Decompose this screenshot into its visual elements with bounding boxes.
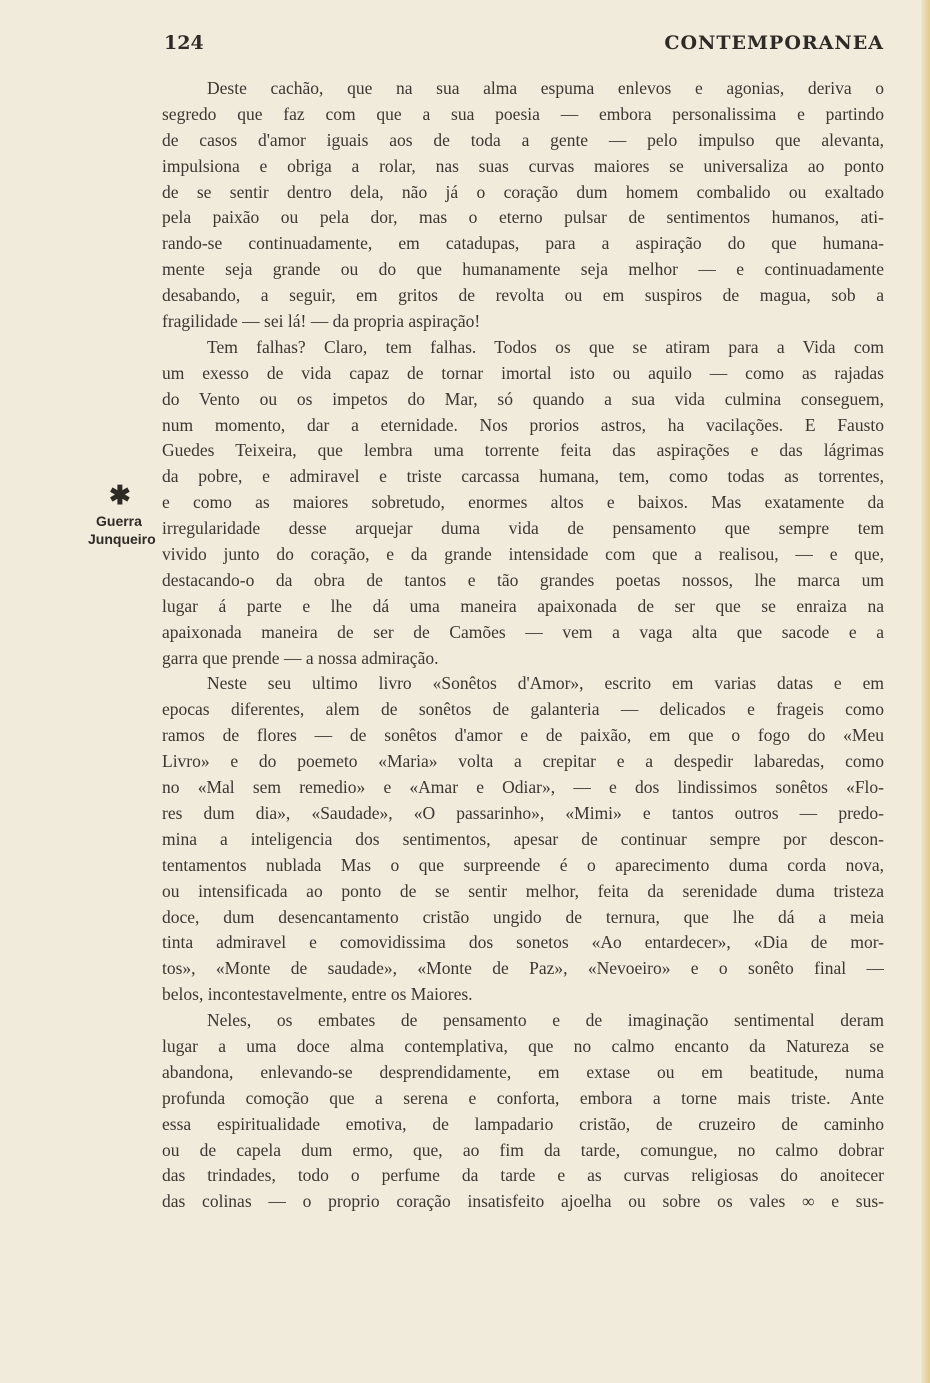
text-line: e como as maiores sobretudo, enormes altos e baixos. Mas exatamente da (162, 492, 884, 513)
body-text (162, 76, 884, 1215)
text-line: essa espiritualidade emotiva, de lampadario cristão, de cruzeiro de caminho (162, 1113, 884, 1134)
text-line: ou de capela dum ermo, que, ao fim da tarde, comungue, no calmo dobrar (162, 1139, 884, 1160)
text-line: epocas diferentes, alem de sonêtos de galanteria — delicados e frageis como (162, 699, 884, 720)
text-line: segredo que faz com que a sua poesia — embora personalissima e partindo (162, 103, 884, 124)
text-line: Neste seu ultimo livro «Sonêtos d'Amor», escrito em varias datas e em (207, 673, 884, 694)
text-line: res dum dia», «Saudade», «O passarinho», «Mimi» e tantos outros — predo- (162, 802, 884, 823)
text-line: tinta admiravel e comovidissima dos sonetos «Ao entardecer», «Dia de mor- (162, 932, 884, 953)
text-line: lugar á parte e lhe dá uma maneira apaixonada de ser que se enraiza na (162, 595, 884, 616)
text-line: abandona, enlevando-se desprendidamente, em extase ou em beatitude, numa (162, 1061, 884, 1082)
text-line: mente seja grande ou do que humanamente seja melhor — e continuadamente (162, 259, 884, 280)
text-line: destacando-o da obra de tantos e tão grandes poetas nossos, lhe marca um (162, 569, 884, 590)
page-edge-shadow (921, 0, 930, 1383)
text-line: doce, dum desencantamento cristão ungido de ternura, que lhe dá a meia (162, 906, 884, 927)
text-line: garra que prende — a nossa admiração. (162, 647, 439, 668)
text-line: desabando, a seguir, em gritos de revolta ou em suspiros de magua, sob a (162, 285, 884, 306)
text-line: tos», «Monte de saudade», «Monte de Paz», «Nevoeiro» e o sonêto final — (162, 958, 884, 979)
text-line: lugar a uma doce alma contemplativa, que no calmo encanto da Natureza se (162, 1035, 884, 1056)
page-header (164, 32, 884, 58)
text-line: impulsiona e obriga a rolar, nas suas curvas maiores se universaliza ao ponto (162, 155, 884, 176)
page-number: 124 (164, 32, 204, 54)
text-line: no «Mal sem remedio» e «Amar e Odiar», — e dos lindissimos sonêtos «Flo- (162, 777, 884, 798)
margin-note-last-name: Junqueiro (88, 531, 156, 547)
text-line: das colinas — o proprio coração insatisfeito ajoelha ou sobre os vales ∞ e sus- (162, 1191, 884, 1212)
text-line: ramos de flores — de sonêtos d'amor e de paixão, em que o fogo do «Meu (162, 725, 884, 746)
text-line: fragilidade — sei lá! — da propria aspiração! (162, 311, 481, 332)
text-line: Livro» e do poemeto «Maria» volta a crepitar e a despedir labaredas, como (162, 751, 884, 772)
text-line: vivido junto do coração, e da grande intensidade com que a realisou, — e que, (162, 544, 884, 565)
running-title: CONTEMPORANEA (664, 32, 884, 54)
text-line: apaixonada maneira de ser de Camões — vem a vaga alta que sacode e a (162, 621, 884, 642)
text-line: Neles, os embates de pensamento e de imaginação sentimental deram (207, 1010, 884, 1031)
text-line: rando-se continuadamente, em catadupas, para a aspiração do que humana- (162, 233, 884, 254)
text-line: Guedes Teixeira, que lembra uma torrente feita das aspirações e das lágrimas (162, 440, 884, 461)
text-line: irregularidade desse arquejar duma vida de pensamento que sempre tem (162, 518, 884, 539)
margin-note-first-name: Guerra (96, 513, 142, 529)
text-line: mina a inteligencia dos sentimentos, apesar de continuar sempre por descon- (162, 828, 884, 849)
text-line: de se sentir dentro dela, não já o coração dum homem combalido ou exaltado (162, 181, 884, 202)
text-line: belos, incontestavelmente, entre os Maiores. (162, 984, 473, 1005)
text-line: num momento, dar a eternidade. Nos prorios astros, ha vacilações. E Fausto (162, 414, 884, 435)
text-line: da pobre, e admiravel e triste carcassa humana, tem, como todas as torrentes, (162, 466, 884, 487)
text-line: um exesso de vida capaz de tornar imortal isto ou aquilo — como as rajadas (162, 362, 884, 383)
text-line: ou intensificada ao ponto de se sentir melhor, feita da serenidade duma tristeza (162, 880, 884, 901)
text-line: do Vento ou os impetos do Mar, só quando a sua vida culmina conseguem, (162, 388, 884, 409)
text-line: das trindades, todo o perfume da tarde e as curvas religiosas do anoitecer (162, 1165, 884, 1186)
text-line: tentamentos nublada Mas o que surpreende é o aparecimento duma corda nova, (162, 854, 884, 875)
text-line: Deste cachão, que na sua alma espuma enlevos e agonias, deriva o (207, 78, 884, 98)
text-line: Tem falhas? Claro, tem falhas. Todos os que se atiram para a Vida com (207, 336, 884, 357)
asterisk-icon: ✱ (109, 480, 131, 510)
text-line: pela paixão ou pela dor, mas o eterno pulsar de sentimentos humanos, ati- (162, 207, 884, 228)
text-line: profunda comoção que a serena e conforta, embora a torne mais triste. Ante (162, 1087, 884, 1108)
text-line: de casos d'amor iguais aos de toda a gente — pelo impulso que alevanta, (162, 129, 884, 150)
